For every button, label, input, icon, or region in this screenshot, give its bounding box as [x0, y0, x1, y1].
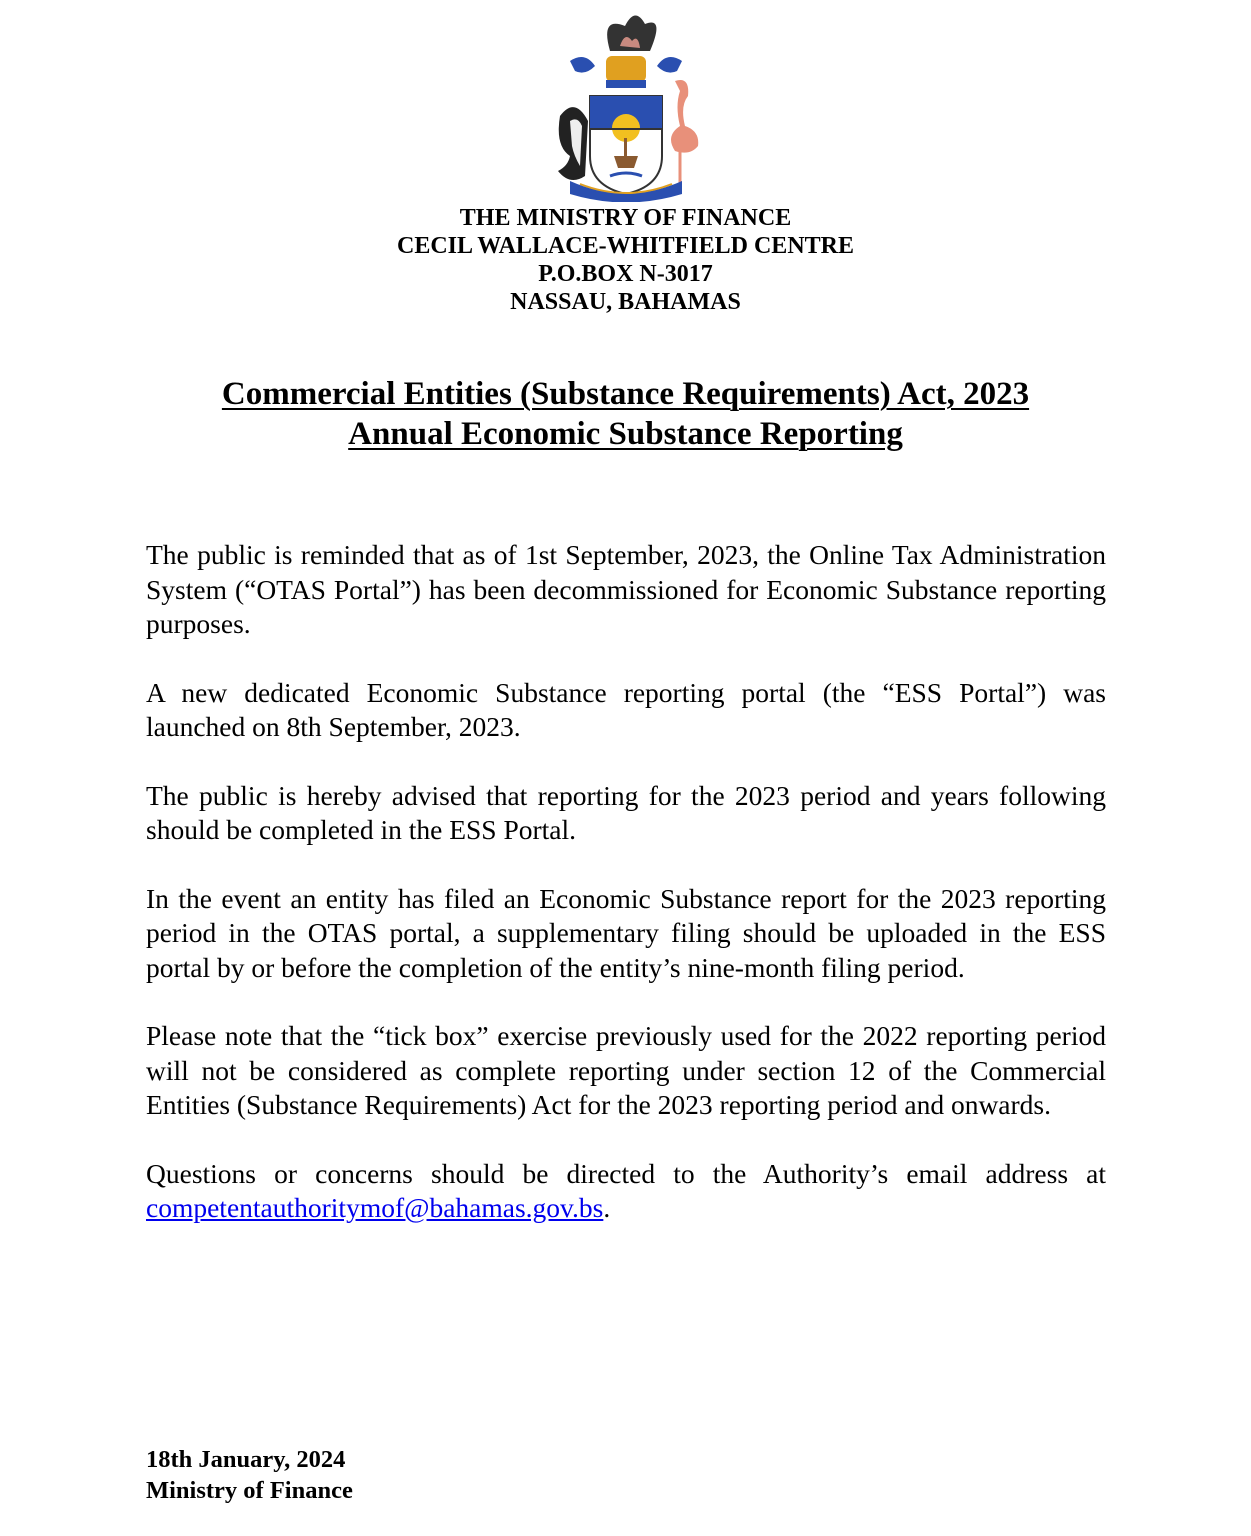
paragraph-otas-decommissioned: The public is reminded that as of 1st September, 2023, the Online Tax Administration System (“OTAS Portal”) has been decommissioned for Economic Substance reporting purposes.: [146, 539, 1106, 639]
notice-body: [146, 538, 1106, 1260]
paragraph-ess-launched: A new dedicated Economic Substance reporting portal (the “ESS Portal”) was launched on 8th September, 2023.: [146, 676, 1106, 742]
coat-of-arms-icon: [540, 6, 712, 202]
contact-suffix: .: [603, 1192, 611, 1223]
po-box: P.O.BOX N-3017: [538, 261, 713, 287]
building-name: CECIL WALLACE-WHITFIELD CENTRE: [397, 233, 854, 259]
paragraph-reporting-advice: The public is hereby advised that reporting for the 2023 period and years following should be completed in the ESS Portal.: [146, 779, 1106, 845]
paragraph-contact: [146, 1157, 1106, 1226]
issuer-name: Ministry of Finance: [146, 1477, 353, 1504]
letterhead: [0, 204, 1251, 316]
title-line-act: Commercial Entities (Substance Requirements) Act, 2023: [221, 376, 1030, 412]
document-title: [0, 374, 1251, 454]
paragraph-tick-box: Please note that the “tick box” exercise previously used for the 2022 reporting period will not be considered as complete reporting under section 12 of the Commercial Entities (Substance Requirements) Act for the 2023 reporting period and onwards.: [146, 1020, 1106, 1120]
ministry-name: THE MINISTRY OF FINANCE: [459, 205, 792, 231]
issue-date: 18th January, 2024: [146, 1446, 346, 1473]
city-country: NASSAU, BAHAMAS: [510, 289, 741, 315]
email-link[interactable]: competentauthoritymof@bahamas.gov.bs: [146, 1192, 604, 1223]
title-line-reporting: Annual Economic Substance Reporting: [348, 416, 903, 452]
paragraph-supplementary-filing: In the event an entity has filed an Economic Substance report for the 2023 reporting period in the OTAS portal, a supplementary filing should be uploaded in the ESS portal by or before the completion of the entity’s nine-month filing period.: [146, 882, 1106, 983]
contact-text: Questions or concerns should be directed to the Authority’s email address at: [146, 1157, 1106, 1189]
signature-block: [146, 1444, 353, 1506]
